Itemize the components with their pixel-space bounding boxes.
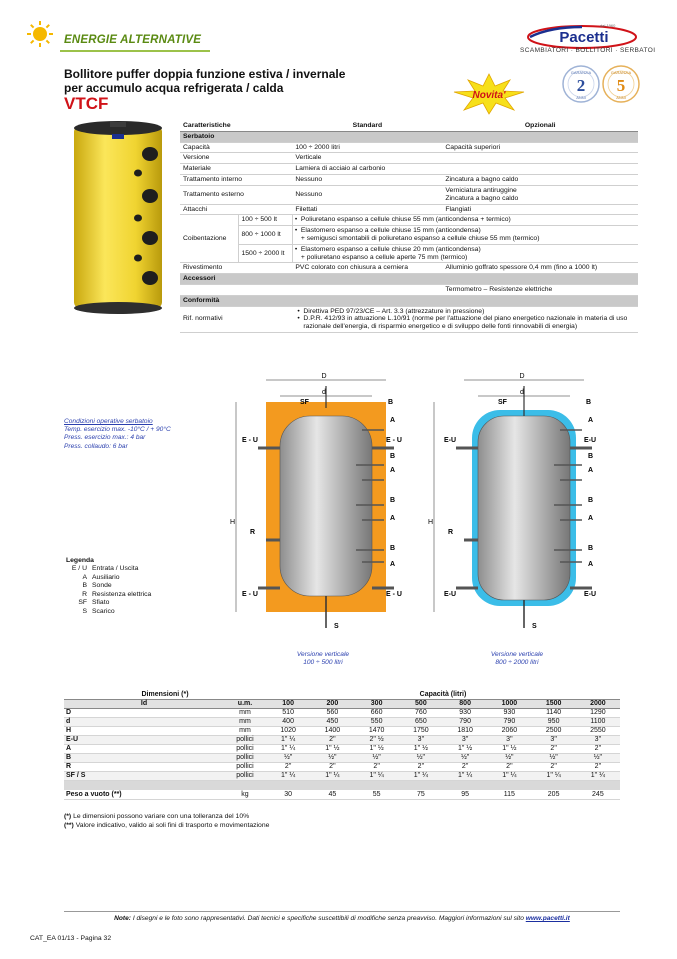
page-code: CAT_EA 01/13 - Pagina 32 <box>30 935 112 942</box>
svg-text:B: B <box>390 545 396 552</box>
svg-text:B: B <box>588 545 594 552</box>
svg-text:H: H <box>428 519 434 526</box>
pacetti-logo <box>510 22 640 50</box>
conditions-title: Condizioni operative serbatoio <box>64 418 153 425</box>
svg-text:H: H <box>230 519 236 526</box>
spec-row-rif-normativi: Rif. normativi • Direttiva PED 97/23/CE – Art. 3.3 (attrezzature in pressione) • D.P.R. 412/93 in attuazione L.10/91 (norme per l'attuazione del piano energetico nazionale in materia di uso razionale dell'energia, di risparmio energetico e di sviluppo delle fonti rinnovabili di energia) <box>180 306 638 332</box>
dims-row-B: B pollici ½" ½" ½" ½" ½" ½" ½" ½" <box>64 753 620 762</box>
svg-text:B: B <box>588 453 594 460</box>
svg-text:E-U: E-U <box>444 591 457 598</box>
spec-row-coibentazione-1: Coibentazione 100 ÷ 500 lt • Poliuretano espanso a cellule chiuse 55 mm (anticondensa + termico) <box>180 215 638 226</box>
spec-row-versione: Versione Verticale <box>180 153 638 164</box>
legend-item: SF Sfiato <box>78 599 110 607</box>
spec-table <box>180 121 638 333</box>
dims-row-D: D mm 510 560 660 760 930 930 1140 1290 <box>64 708 620 717</box>
spec-row-materiale: Materiale Lamiera di acciaio al carbonio <box>180 164 638 175</box>
svg-text:A: A <box>390 515 396 522</box>
operating-conditions <box>64 418 171 451</box>
dimensions-table <box>64 690 620 800</box>
caption-version-100-500: Versione verticale 100 ÷ 500 litri <box>296 651 350 667</box>
brand-tagline: SCAMBIATORI · BOLLITORI · SERBATOI <box>520 47 656 54</box>
product-title-line2: per accumulo acqua refrigerata / calda <box>64 81 284 95</box>
svg-text:E - U: E - U <box>242 591 258 598</box>
dims-row-A: A pollici 1" ¼ 1" ½ 1" ½ 1" ½ 1" ½ 1" ½ 2" 2" <box>64 744 620 753</box>
svg-text:B: B <box>388 399 394 406</box>
website-link[interactable]: www.pacetti.it <box>525 915 570 922</box>
svg-text:S: S <box>334 623 339 630</box>
dims-capacity-row: Id u.m. 100 200 300 500 800 1000 1500 2000 <box>64 699 620 708</box>
svg-text:B: B <box>586 399 592 406</box>
dims-row-d: d mm 400 450 550 650 790 790 950 1100 <box>64 717 620 726</box>
brand-name: Pacetti <box>559 29 609 46</box>
spec-row-capacita: Capacità 100 ÷ 2000 litri Capacità superiori <box>180 142 638 153</box>
product-photo-tank <box>64 118 172 318</box>
svg-text:ANNI: ANNI <box>616 95 626 100</box>
spec-row-rivestimento: Rivestimento PVC colorato con chiusura a cerniera Alluminio goffrato spessore 0,4 mm (fino a 1000 lt) <box>180 263 638 274</box>
technical-drawing-100-500 <box>230 370 406 632</box>
warranty-5-seal <box>601 64 641 104</box>
dims-row-R: R pollici 2" 2" 2" 2" 2" 2" 2" 2" <box>64 762 620 771</box>
svg-text:d: d <box>520 389 524 396</box>
condition-press-test: Press. collaudo: 6 bar <box>64 442 128 450</box>
svg-text:B: B <box>588 497 594 504</box>
svg-text:ANNI: ANNI <box>576 95 586 100</box>
condition-temp: Temp. esercizio max. -10°C / + 90°C <box>64 426 171 434</box>
warranty-2-seal <box>561 64 601 104</box>
header-divider <box>60 50 210 52</box>
svg-text:A: A <box>588 417 594 424</box>
svg-text:GARANZIA: GARANZIA <box>610 70 632 75</box>
svg-text:SF: SF <box>498 399 507 406</box>
legend-item: R Resistenza elettrica <box>82 590 152 598</box>
category-title: ENERGIE ALTERNATIVE <box>64 34 202 46</box>
dims-row-EU: E-U pollici 1" ¼ 2" 2" ½ 3" 3" 3" 3" 3" <box>64 735 620 744</box>
spec-header-caratteristiche: Caratteristiche <box>180 121 292 131</box>
section-conformita: Conformità <box>180 295 638 306</box>
svg-text:B: B <box>390 497 396 504</box>
dims-header-dimensioni: Dimensioni (*) <box>64 690 266 699</box>
table-notes: (*) Le dimensioni possono variare con una tolleranza del 10% (**) Valore indicativo, valido ai soli fini di trasporto e movimentazione <box>64 813 270 829</box>
svg-text:B: B <box>390 453 396 460</box>
novita-badge <box>452 74 526 114</box>
section-serbatoio: Serbatoio <box>180 131 638 142</box>
condition-press-max: Press. esercizio max.: 4 bar <box>64 434 146 442</box>
svg-text:E-U: E-U <box>584 591 597 598</box>
product-title-line1: Bollitore puffer doppia funzione estiva / invernale <box>64 67 346 81</box>
spec-header-opzionali: Opzionali <box>442 121 638 131</box>
svg-text:GARANZIA: GARANZIA <box>570 70 592 75</box>
svg-text:E - U: E - U <box>386 437 402 444</box>
spec-row-trattamento-esterno: Trattamento esterno Nessuno Verniciatura antiruggine Zincatura a bagno caldo <box>180 185 638 204</box>
svg-text:E - U: E - U <box>242 437 258 444</box>
svg-text:A: A <box>588 467 594 474</box>
footer-divider <box>64 911 620 912</box>
svg-text:E - U: E - U <box>386 591 402 598</box>
svg-text:E-U: E-U <box>444 437 457 444</box>
svg-text:D: D <box>321 373 327 380</box>
legend-item: B Sonde <box>82 582 112 590</box>
legend-item: E / U Entrata / Uscita <box>71 565 139 573</box>
section-accessori: Accessori <box>180 274 638 285</box>
spec-row-coibentazione-2: 800 ÷ 1000 lt • Elastomero espanso a cellule chiuse 15 mm (anticondensa) + semigusci smontabili di poliuretano espanso a cellule chiuse 55 mm (termico) <box>180 226 638 245</box>
legend-title: Legenda <box>66 557 94 564</box>
svg-text:2: 2 <box>576 76 586 95</box>
svg-text:A: A <box>390 417 396 424</box>
svg-text:A: A <box>390 467 396 474</box>
svg-text:S: S <box>532 623 537 630</box>
footer-note: Note: I disegni e le foto sono rappresentativi. Dati tecnici e specifiche suscettibili di modifiche senza preavviso. Maggiori informazioni sul sito www.pacetti.it <box>114 915 570 922</box>
svg-text:D: D <box>519 373 525 380</box>
technical-drawing-800-2000 <box>428 370 604 632</box>
svg-text:5: 5 <box>616 76 626 95</box>
spec-row-trattamento-interno: Trattamento interno Nessuno Zincatura a bagno caldo <box>180 175 638 186</box>
svg-text:R: R <box>448 529 454 536</box>
brand-since: dal 1960 <box>600 23 616 28</box>
dims-row-SF-S: SF / S pollici 1" ¼ 1" ¼ 1" ¼ 1" ¼ 1" ¼ 1" ¼ 1" ¼ 1" ¼ <box>64 771 620 780</box>
dims-header-capacita: Capacità (litri) <box>266 690 620 699</box>
svg-text:E-U: E-U <box>584 437 597 444</box>
sun-icon <box>26 20 54 48</box>
spec-header-standard: Standard <box>292 121 442 131</box>
dims-row-H: H mm 1020 1400 1470 1750 1810 2060 2500 2550 <box>64 726 620 735</box>
svg-text:A: A <box>390 561 396 568</box>
legend-item: S Scarico <box>82 607 115 615</box>
spec-row-accessori: Termometro – Resistenze elettriche <box>180 285 638 296</box>
svg-text:R: R <box>250 529 256 536</box>
caption-version-800-2000: Versione verticale 800 ÷ 2000 litri <box>490 651 544 667</box>
legend-item: A Ausiliario <box>82 573 120 581</box>
svg-text:SF: SF <box>300 399 309 406</box>
novita-label: Novita' <box>472 90 506 101</box>
dims-row-peso: Peso a vuoto (**) kg 30 45 55 75 95 115 205 245 <box>64 790 620 799</box>
spec-row-attacchi: Attacchi Filettati Flangiati <box>180 204 638 215</box>
svg-text:A: A <box>588 515 594 522</box>
model-code: VTCF <box>64 94 109 113</box>
legend <box>66 557 151 616</box>
coibentazione-label: Coibentazione <box>180 215 238 263</box>
svg-text:d: d <box>322 389 326 396</box>
svg-text:A: A <box>588 561 594 568</box>
spec-row-coibentazione-3: 1500 ÷ 2000 lt • Elastomero espanso a cellule chiuse 20 mm (anticondensa) + poliuretano espanso a cellule aperte 75 mm (termico) <box>180 244 638 263</box>
